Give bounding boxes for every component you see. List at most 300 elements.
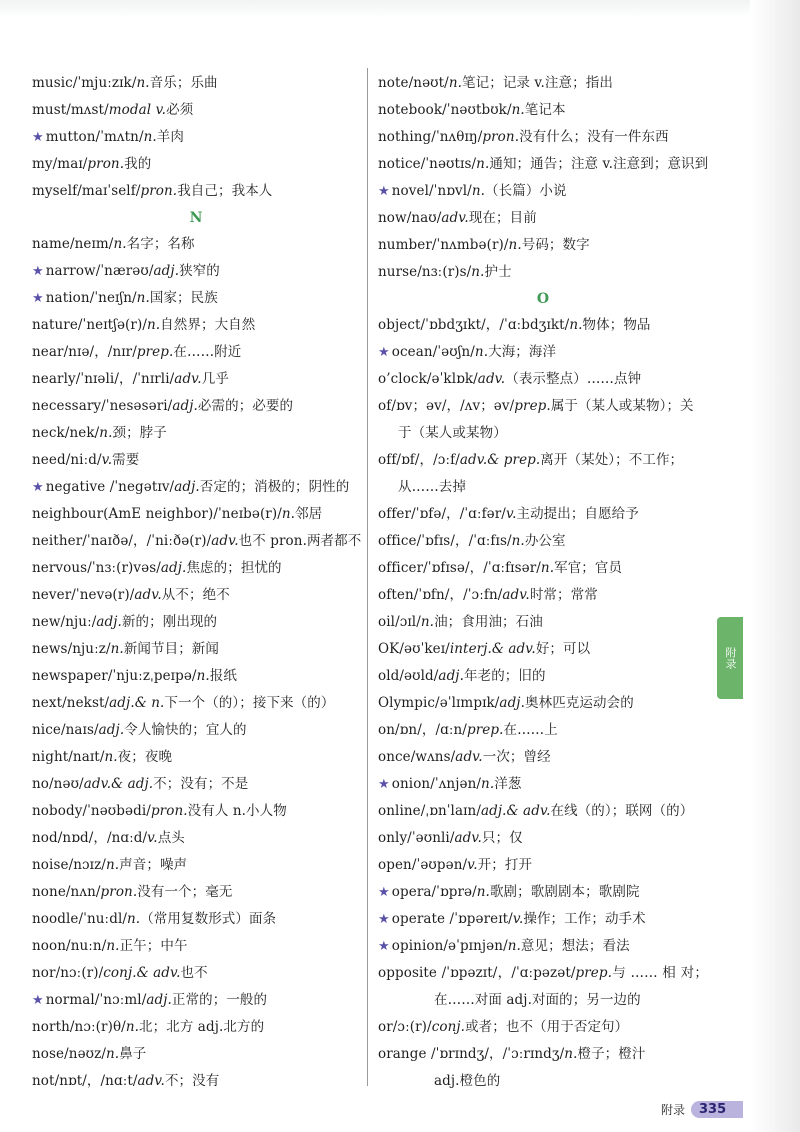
- entry-word: opposite: [378, 965, 442, 981]
- entry-word: none: [32, 884, 66, 900]
- entry-part-of-speech: adj.: [146, 992, 172, 1008]
- entry-pronunciation: /nəʊz/: [64, 1046, 107, 1062]
- entry-part-of-speech: n.: [105, 857, 120, 873]
- entry-part-of-speech: prep.: [514, 398, 551, 414]
- entry-word: mutton: [45, 129, 96, 145]
- entry-word: must: [32, 102, 67, 118]
- entry-word: not: [32, 1073, 55, 1089]
- entry-definition: 点头: [157, 830, 185, 846]
- entries-n-continued: [378, 70, 708, 286]
- entry-pronunciation: /ˈɒfɪsə/，/ˈɑːfɪsər/: [423, 560, 541, 576]
- entry-definition: 正午；中午: [119, 938, 188, 954]
- entry-part-of-speech: v.: [512, 911, 524, 927]
- entry-pronunciation: /naʊ/: [406, 210, 442, 226]
- entry-definition: 声音；噪声: [119, 857, 188, 873]
- star-icon: ★: [32, 130, 44, 145]
- entry-part-of-speech: n.: [99, 425, 113, 441]
- entry-definition: 护士: [484, 264, 512, 280]
- entry-pronunciation: /ɒn/，/ɑːn/: [395, 722, 467, 738]
- entry-pronunciation: /ˈnevə(r)/: [71, 587, 135, 603]
- entry-word: nor: [32, 965, 56, 981]
- star-icon: ★: [32, 264, 44, 279]
- entry-part-of-speech: interj.& adv.: [449, 641, 536, 657]
- entry-definition: 新的；刚出现的: [121, 614, 218, 630]
- entry-part-of-speech: n.: [143, 129, 157, 145]
- entry-part-of-speech: n.: [136, 290, 150, 306]
- entry-part-of-speech: v.: [505, 506, 517, 522]
- entry-definition: 军官；官员: [554, 560, 623, 576]
- entry-pronunciation: /nɒt/，/nɑːt/: [54, 1073, 138, 1089]
- entry-part-of-speech: adj.: [172, 398, 198, 414]
- entry-part-of-speech: pron.: [482, 129, 520, 145]
- entry-pronunciation: /ˈnɪəli/，/ˈnɪrli/: [75, 371, 175, 387]
- entry-definition: 否定的；消极的；阴性的: [199, 479, 350, 495]
- entry-definition: 几乎: [201, 371, 229, 387]
- entry-continuation: 从……去掉: [398, 479, 466, 495]
- entry-pronunciation: /nɪə/，/nɪr/: [63, 344, 137, 360]
- entry-definition: 必须: [166, 102, 194, 118]
- entry-definition: 时常；常常: [529, 587, 598, 603]
- dictionary-entry: [32, 987, 360, 1014]
- entry-pronunciation: /nuːn/: [66, 938, 107, 954]
- entry-part-of-speech: adv.: [477, 371, 506, 387]
- entry-part-of-speech: n.: [106, 938, 120, 954]
- entry-word: music: [32, 75, 73, 91]
- entry-definition: 大海；海洋: [488, 344, 557, 360]
- entry-definition: 狭窄的: [179, 263, 220, 279]
- dictionary-entry: [32, 339, 360, 366]
- entry-definition: 新闻节目；新闻: [123, 641, 220, 657]
- dictionary-entry: [32, 609, 360, 636]
- dictionary-entry: [378, 366, 708, 393]
- entry-word: of: [378, 398, 392, 414]
- dictionary-entry: [378, 259, 708, 286]
- entry-word: number: [378, 237, 432, 253]
- entry-pronunciation: (AmE neighbor)/ˈneɪbə(r)/: [103, 506, 282, 522]
- entry-definition: 通知；通告；注意 v.注意到；意识到: [489, 156, 709, 172]
- entry-part-of-speech: n.: [507, 938, 521, 954]
- entry-part-of-speech: n.: [420, 614, 435, 630]
- entries-n: [32, 231, 360, 1095]
- star-icon: ★: [378, 184, 390, 199]
- entry-part-of-speech: n.: [481, 776, 495, 792]
- entry-definition: 音乐；乐曲: [149, 75, 218, 91]
- entry-pronunciation: /naɪs/: [60, 722, 99, 738]
- entry-definition: 开；打开: [477, 857, 533, 873]
- dictionary-entry: [32, 825, 360, 852]
- dictionary-entry: [378, 825, 708, 852]
- entry-pronunciation: /ˈneɪtʃə(r)/: [77, 317, 147, 333]
- entry-word: operate: [391, 911, 450, 927]
- entry-definition: 现在；目前: [468, 210, 537, 226]
- entry-word: narrow: [45, 263, 96, 279]
- entry-part-of-speech: n.: [136, 75, 150, 91]
- entry-word: object: [378, 317, 421, 333]
- dictionary-entry: [378, 447, 708, 474]
- entry-pronunciation: /ˈʌnjən/: [430, 776, 482, 792]
- entry-word: open: [378, 857, 412, 873]
- dictionary-entry: [378, 798, 708, 825]
- entry-definition: 洋葱: [494, 776, 522, 792]
- entry-pronunciation: /ˌɒnˈlaɪn/: [420, 803, 481, 819]
- entry-pronunciation: /ˈnɒvl/: [429, 183, 472, 199]
- entry-continuation: 于（某人或某物）: [398, 425, 507, 441]
- entry-pronunciation: /naɪt/: [68, 749, 105, 765]
- star-icon: ★: [378, 939, 390, 954]
- entry-pronunciation: /ˈɒprə/: [431, 884, 477, 900]
- entry-definition: 名字；名称: [126, 236, 195, 252]
- entry-definition: 必需的；必要的: [197, 398, 294, 414]
- entry-part-of-speech: n.: [476, 884, 490, 900]
- entry-part-of-speech: n.: [448, 75, 463, 91]
- entry-definition: 不；没有；不是: [153, 776, 249, 792]
- entry-part-of-speech: pron.: [140, 183, 178, 199]
- entry-word: old: [378, 668, 400, 684]
- entry-word: noon: [32, 938, 67, 954]
- entry-part-of-speech: adv.: [502, 587, 530, 603]
- entry-word: on: [378, 722, 396, 738]
- entry-word: now: [378, 210, 407, 226]
- entry-pronunciation: /ˈnɔːml/: [94, 992, 147, 1008]
- dictionary-entry: [378, 879, 708, 906]
- star-icon: ★: [378, 345, 390, 360]
- entry-pronunciation: /ˈɒpəzɪt/，/ˈɑːpəzət/: [441, 965, 576, 981]
- entry-word: notice: [378, 156, 421, 172]
- entry-definition: 需要: [112, 452, 140, 468]
- entry-part-of-speech: adv.& adj.: [83, 776, 154, 792]
- entry-pronunciation: /əˈlɪmpɪk/: [435, 695, 500, 711]
- dictionary-entry: [32, 420, 360, 447]
- entry-part-of-speech: n.: [113, 236, 127, 252]
- dictionary-entry: [32, 474, 360, 501]
- entry-word: news: [32, 641, 68, 657]
- entry-pronunciation: /ˈɒrɪndʒ/，/ˈɔːrɪndʒ/: [430, 1046, 565, 1062]
- entry-pronunciation: /ˈɒpəreɪt/: [449, 911, 513, 927]
- entry-word: nature: [32, 317, 78, 333]
- entry-word: o’clock: [378, 371, 427, 387]
- entry-word: nearly: [32, 371, 76, 387]
- entry-word: nice: [32, 722, 61, 738]
- entry-definition: 羊肉: [156, 129, 184, 145]
- entry-pronunciation: /ˈnəʊtbʊk/: [442, 102, 512, 118]
- entry-pronunciation: /ˈnaɪðə/，/ˈniːðə(r)/: [82, 533, 212, 549]
- entry-part-of-speech: adv.: [454, 830, 482, 846]
- dictionary-entry: [32, 906, 360, 933]
- entry-word: noise: [32, 857, 69, 873]
- entry-word: nation: [45, 290, 90, 306]
- entry-definition: （常用复数形式）面条: [140, 911, 277, 927]
- dictionary-entry: [378, 771, 708, 798]
- entry-pronunciation: /ˈnəʊbədi/: [82, 803, 151, 819]
- dictionary-entry: [32, 1014, 360, 1041]
- entry-part-of-speech: n.: [127, 911, 141, 927]
- footer-label: 附录: [661, 1102, 686, 1117]
- entry-pronunciation: /wʌns/: [410, 749, 456, 765]
- entry-definition: 下一个（的）；接下来（的）: [164, 695, 335, 711]
- entry-part-of-speech: n.: [106, 1046, 120, 1062]
- entry-part-of-speech: prep.: [136, 344, 174, 360]
- entry-pronunciation: /ˈnəʊtɪs/: [420, 156, 477, 172]
- entry-word: oil: [378, 614, 396, 630]
- dictionary-entry: [32, 151, 360, 178]
- entry-definition: 主动提出；自愿给予: [516, 506, 639, 522]
- dictionary-entry: [32, 744, 360, 771]
- entry-part-of-speech: n.: [476, 156, 490, 172]
- entry-word: normal: [45, 992, 95, 1008]
- entry-word: my: [32, 156, 53, 172]
- entry-word: online: [378, 803, 421, 819]
- dictionary-entry: [378, 744, 708, 771]
- entry-part-of-speech: n.: [125, 1019, 140, 1035]
- dictionary-entry: [378, 70, 708, 97]
- entry-pronunciation: /ˈəʊnli/: [407, 830, 455, 846]
- entry-word: notebook: [378, 102, 443, 118]
- entry-word: nurse: [378, 264, 418, 280]
- entry-pronunciation: /ˈəʊʃn/: [432, 344, 475, 360]
- dictionary-entry: [32, 285, 360, 312]
- entry-word: off: [378, 452, 397, 468]
- entry-word: negative: [45, 479, 110, 495]
- entry-definition: 我自己；我本人: [177, 183, 273, 199]
- entry-pronunciation: /ˈnuːdl/: [78, 911, 128, 927]
- entry-word: note: [378, 75, 409, 91]
- dictionary-entry: [32, 690, 360, 717]
- entry-definition: 歌剧；歌剧剧本；歌剧院: [489, 884, 640, 900]
- entry-definition: 夜；夜晚: [117, 749, 173, 765]
- entry-part-of-speech: adj.: [174, 479, 200, 495]
- entries-o: [378, 312, 708, 1095]
- entry-definition: 物体；物品: [582, 317, 651, 333]
- entry-definition: 与 …… 相 对；: [612, 965, 708, 981]
- entry-word: offer: [378, 506, 412, 522]
- entry-pronunciation: /ˈnærəʊ/: [95, 263, 154, 279]
- entry-pronunciation: /nɔː(r)θ/: [69, 1019, 126, 1035]
- entry-word: necessary: [32, 398, 102, 414]
- entry-word: name: [32, 236, 70, 252]
- entry-definition: 在……上: [503, 722, 558, 738]
- entry-pronunciation: /ɔː(r)/: [392, 1019, 432, 1035]
- entry-word: need: [32, 452, 66, 468]
- entry-pronunciation: /neɪm/: [69, 236, 114, 252]
- entry-pronunciation: /ˈnesəsəri/: [101, 398, 173, 414]
- dictionary-entry: [378, 852, 708, 879]
- entry-part-of-speech: v.: [101, 452, 113, 468]
- entry-part-of-speech: adj.& n.: [109, 695, 165, 711]
- entry-part-of-speech: n.: [511, 533, 525, 549]
- entry-pronunciation: /əˈpɪnjən/: [443, 938, 508, 954]
- dictionary-entry: [378, 393, 708, 420]
- entry-word: neck: [32, 425, 65, 441]
- entry-pronunciation: /nɒd/，/nɑːd/: [57, 830, 148, 846]
- page-top-shading: [0, 0, 780, 18]
- entry-pronunciation: /ɒv；əv/，/ʌv；əv/: [391, 398, 515, 414]
- dictionary-entry: [378, 663, 708, 690]
- entry-word: nose: [32, 1046, 65, 1062]
- dictionary-entry: [32, 933, 360, 960]
- page-binding-shading: [750, 0, 800, 1132]
- entry-word: nothing: [378, 129, 432, 145]
- entry-word: near: [32, 344, 64, 360]
- entry-word: next: [32, 695, 63, 711]
- entry-definition: 焦虑的；担忧的: [186, 560, 282, 576]
- entry-definition: 北；北方 adj.北方的: [139, 1019, 265, 1035]
- page-number: 335: [691, 1101, 743, 1118]
- entry-word: never: [32, 587, 72, 603]
- entry-pronunciation: /ˈɒfn/，/ˈɔːfn/: [413, 587, 503, 603]
- dictionary-entry: [32, 798, 360, 825]
- entry-pronunciation: /ɒf/，/ɔːf/: [396, 452, 460, 468]
- dictionary-entry: [32, 393, 360, 420]
- entry-word: Olympic: [378, 695, 436, 711]
- dictionary-entry: [378, 501, 708, 528]
- entry-pronunciation: /əˈklɒk/: [426, 371, 478, 387]
- entry-definition: 奥林匹克运动会的: [525, 695, 634, 711]
- entry-part-of-speech: adj.: [499, 695, 525, 711]
- entry-pronunciation: /nɔː(r)/: [55, 965, 104, 981]
- dictionary-entry: [378, 151, 708, 178]
- star-icon: ★: [32, 993, 44, 1008]
- entry-part-of-speech: n.: [540, 560, 555, 576]
- entry-word: officer: [378, 560, 424, 576]
- entry-definition: 从不；绝不: [161, 587, 230, 603]
- dictionary-entry: [378, 555, 708, 582]
- entry-pronunciation: /maɪˈself/: [77, 183, 141, 199]
- dictionary-entry: [378, 960, 708, 987]
- entry-part-of-speech: modal v.: [108, 102, 167, 118]
- dictionary-entry: [32, 124, 360, 151]
- entry-word: novel: [391, 183, 430, 199]
- entry-definition: 在……附近: [173, 344, 242, 360]
- entry-definition: 没有人 n.小人物: [187, 803, 287, 819]
- entry-part-of-speech: pron.: [100, 884, 138, 900]
- column-divider: [367, 68, 368, 1086]
- entry-pronunciation: /əʊˈkeɪ/: [399, 641, 450, 657]
- dictionary-entry: [32, 879, 360, 906]
- dictionary-entry: [32, 258, 360, 285]
- entry-part-of-speech: n.: [281, 506, 296, 522]
- entry-pronunciation: /əʊld/: [399, 668, 439, 684]
- dictionary-entry: [378, 205, 708, 232]
- entry-definition: （长篇）小说: [485, 183, 567, 199]
- letter-heading-o: O: [536, 291, 550, 307]
- dictionary-entry: [32, 312, 360, 339]
- entry-part-of-speech: adv.: [174, 371, 202, 387]
- entry-part-of-speech: n.: [471, 264, 485, 280]
- dictionary-entry: [378, 636, 708, 663]
- entry-part-of-speech: n.: [474, 344, 489, 360]
- entry-definition: 不；没有: [164, 1073, 220, 1089]
- entry-word: nod: [32, 830, 58, 846]
- right-column: [378, 70, 708, 1095]
- entry-pronunciation: /ˈnɜː(r)vəs/: [87, 560, 161, 576]
- entry-word: only: [378, 830, 408, 846]
- entry-definition: 没有一个；毫无: [137, 884, 233, 900]
- dictionary-entry: [378, 906, 708, 933]
- entry-word: orange: [378, 1046, 431, 1062]
- entry-definition: 号码；数字: [521, 237, 590, 253]
- star-icon: ★: [378, 777, 390, 792]
- entry-pronunciation: /njuː/: [60, 614, 97, 630]
- dictionary-entry: [32, 852, 360, 879]
- entry-definition: 意见；想法；看法: [520, 938, 630, 954]
- entry-definition: 操作；工作；动手术: [523, 911, 646, 927]
- entry-pronunciation: /nəʊt/: [408, 75, 449, 91]
- entry-word: night: [32, 749, 69, 765]
- dictionary-entry: [32, 960, 360, 987]
- entry-part-of-speech: adj.: [96, 614, 122, 630]
- entry-part-of-speech: n.: [564, 1046, 578, 1062]
- dictionary-entry: [32, 1068, 360, 1095]
- entry-definition: 我的: [124, 156, 152, 172]
- star-icon: ★: [378, 912, 390, 927]
- entry-pronunciation: /nʌn/: [65, 884, 101, 900]
- entry-part-of-speech: n.: [569, 317, 583, 333]
- entry-word: opinion: [391, 938, 444, 954]
- entry-pronunciation: /ˈmʌtn/: [95, 129, 144, 145]
- entry-part-of-speech: prep.: [575, 965, 613, 981]
- entry-part-of-speech: adj.: [438, 668, 464, 684]
- appendix-side-tab[interactable]: [717, 617, 743, 699]
- entry-definition: 正常的；一般的: [171, 992, 268, 1008]
- entry-word: nervous: [32, 560, 88, 576]
- entry-part-of-speech: adv.: [455, 749, 483, 765]
- entry-pronunciation: /nəʊ/: [49, 776, 84, 792]
- entry-pronunciation: /ˈɒbdʒɪkt/，/ˈɑːbdʒɪkt/: [420, 317, 570, 333]
- dictionary-entry: [32, 501, 360, 528]
- entry-part-of-speech: adv.: [211, 533, 239, 549]
- entry-pronunciation: /mʌst/: [66, 102, 109, 118]
- entry-pronunciation: /njuːz/: [67, 641, 111, 657]
- dictionary-entry: [378, 933, 708, 960]
- entry-part-of-speech: adj.: [153, 263, 180, 279]
- entries-m: [32, 70, 360, 205]
- dictionary-entry: [32, 447, 360, 474]
- entry-part-of-speech: n.: [146, 317, 161, 333]
- side-tab-label: 附录: [724, 647, 737, 669]
- dictionary-entry: [32, 97, 360, 124]
- entry-part-of-speech: adj.& adv.: [480, 803, 551, 819]
- entry-definition: 一次；曾经: [482, 749, 551, 765]
- entry-continuation: 在……对面 adj.对面的；另一边的: [434, 992, 641, 1008]
- page-footer: [661, 1098, 743, 1120]
- entry-part-of-speech: adv.: [134, 587, 162, 603]
- entry-definition: 令人愉快的；宜人的: [124, 722, 247, 738]
- entry-word: opera: [391, 884, 432, 900]
- letter-heading-n: N: [189, 210, 203, 226]
- entry-pronunciation: /maɪ/: [52, 156, 88, 172]
- entry-part-of-speech: v.: [467, 857, 478, 873]
- entry-word: onion: [391, 776, 431, 792]
- entry-definition: 笔记本: [524, 102, 566, 118]
- entry-part-of-speech: pron.: [150, 803, 188, 819]
- entry-definition: 笔记；记录 v.注意；指出: [462, 75, 613, 91]
- entry-part-of-speech: prep.: [466, 722, 504, 738]
- entry-word: north: [32, 1019, 70, 1035]
- entry-pronunciation: /niːd/: [65, 452, 102, 468]
- dictionary-entry: [378, 690, 708, 717]
- entry-definition: 没有什么；没有一件东西: [519, 129, 669, 145]
- dictionary-entry: [32, 582, 360, 609]
- star-icon: ★: [32, 291, 44, 306]
- dictionary-entry: [32, 717, 360, 744]
- entry-definition: 橙子；橙汁: [577, 1046, 646, 1062]
- dictionary-entry: [378, 1041, 708, 1068]
- entry-part-of-speech: pron.: [87, 156, 125, 172]
- entry-pronunciation: /nekst/: [62, 695, 110, 711]
- entry-part-of-speech: n.: [508, 237, 522, 253]
- dictionary-entry: [32, 555, 360, 582]
- dictionary-entry: [32, 231, 360, 258]
